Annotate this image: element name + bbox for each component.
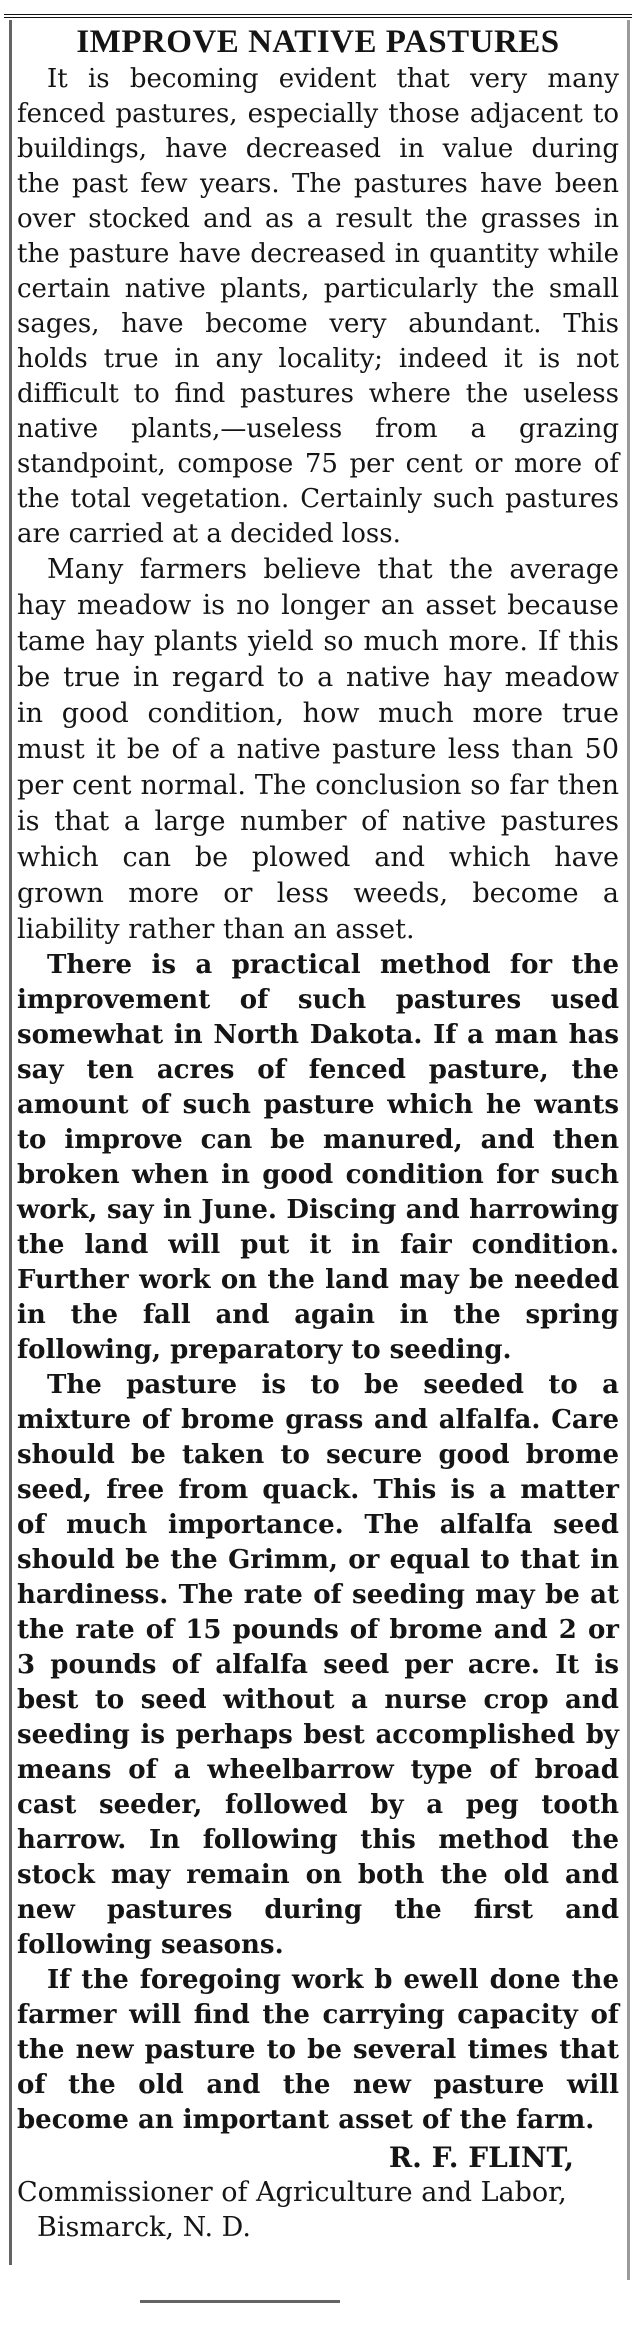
article-paragraph-5: If the foregoing work b ewell done the farmer will find the carrying capacity of the new pasture to be several times that of the old and the new pasture will become an important asset of the farm. <box>17 1965 619 2135</box>
article-paragraph-2: Many farmers believe that the average hay meadow is no longer an asset because tame hay plants yield so much more. If this be true in regard to a native hay meadow in good condition, how much more true must it be of a native pasture less than 50 per cent normal. The conclusion so far then is that a large number of native pastures which can be plowed and which have grown more or less weeds, become a liability rather than an asset. <box>17 554 619 945</box>
article-paragraph-4: The pasture is to be seeded to a mixture of brome grass and alfalfa. Care should be taken to secure good brome seed, free from quack. This is a matter of much importance. The alfalfa seed should be the Grimm, or equal to that in hardiness. The rate of seeding may be at the rate of 15 pounds of brome and 2 or 3 pounds of alfalfa seed per acre. It is best to seed without a nurse crop and seeding is perhaps best accomplished by means of a wheelbarrow type of broad cast seeder, followed by a peg tooth harrow. In following this method the stock may remain on both the old and new pastures during the first and following seasons. <box>17 1370 619 1960</box>
bottom-border-rule <box>140 2300 340 2303</box>
article-paragraph-3: There is a practical method for the improvement of such pastures used somewhat in North Dakota. If a man has say ten acres of fenced pasture, the amount of such pasture which he wants to improve can be manured, and then broken when in good condition for such work, say in June. Discing and harrowing the land will put it in fair condition. Further work on the land may be needed in the fall and again in the spring following, preparatory to seeding. <box>17 950 619 1365</box>
author-title: Commissioner of Agriculture and Labor, <box>17 2177 567 2208</box>
article-headline: IMPROVE NATIVE PASTURES <box>76 24 560 60</box>
right-column-rule <box>627 20 630 2280</box>
top-border-rule <box>4 0 632 18</box>
author-location: Bismarck, N. D. <box>37 2212 251 2243</box>
article <box>17 22 619 2245</box>
author-name: R. F. FLINT, <box>388 2141 574 2174</box>
left-column-rule <box>9 20 12 2265</box>
article-paragraph-1: It is becoming evident that very many fenced pastures, especially those adjacent to buildings, have decreased in value during the past few years. The pastures have been over stocked and as a result the grasses in the pasture have decreased in quantity while certain native plants, particularly the small sages, have become very abundant. This holds true in any locality; indeed it is not difficult to find pastures where the useless native plants,—useless from a grazing standpoint, compose 75 per cent or more of the total vegetation. Certainly such pastures are carried at a decided loss. <box>17 64 619 549</box>
